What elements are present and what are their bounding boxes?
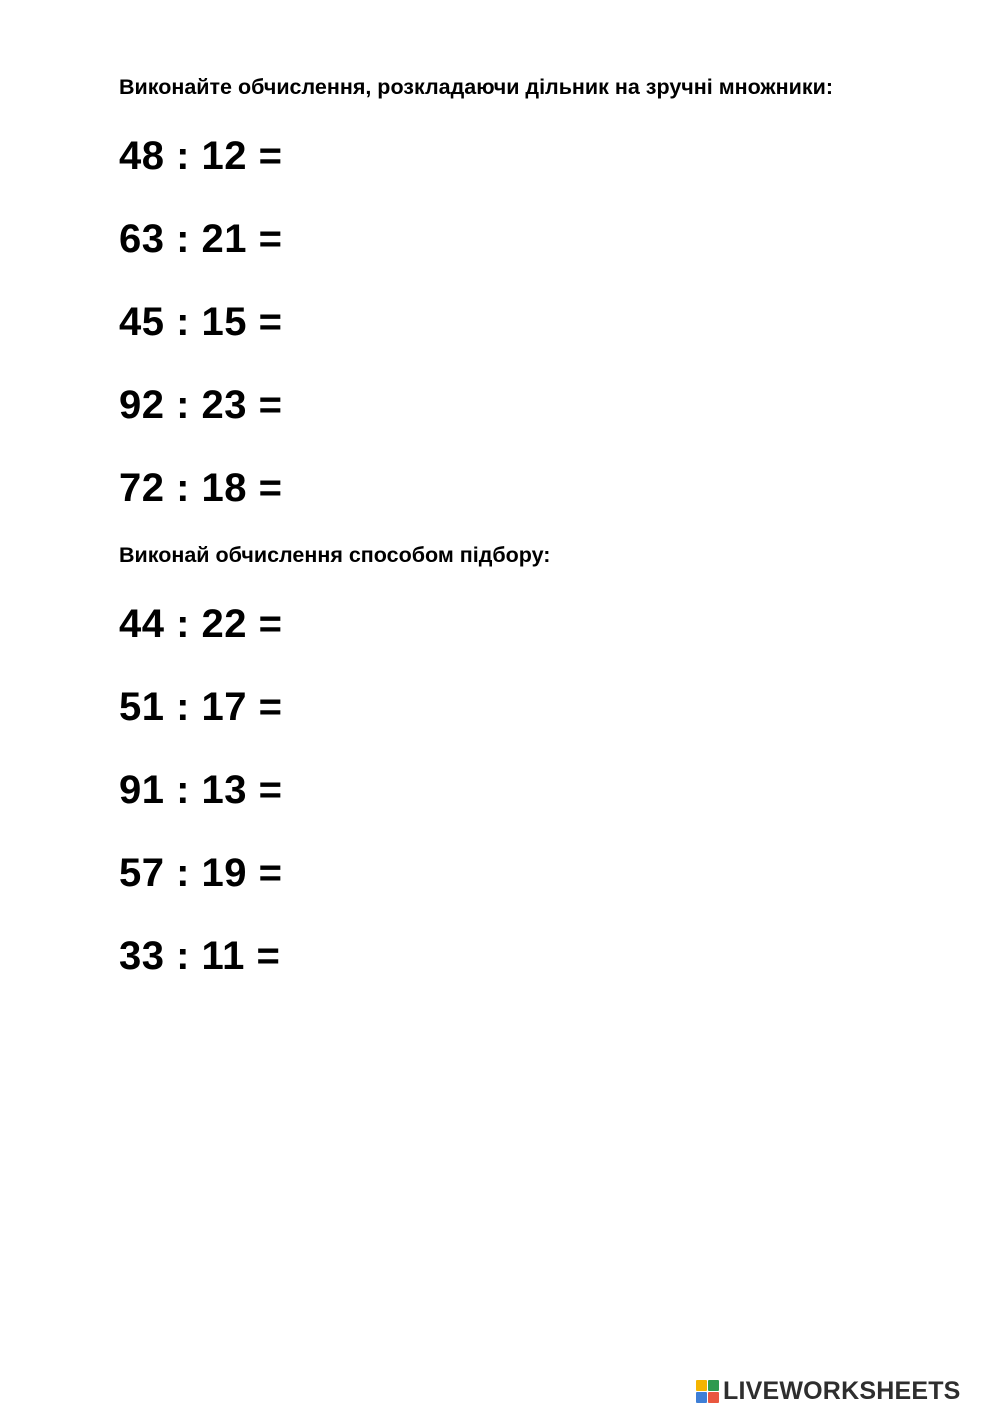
problem-1-5: 72 : 18 =	[119, 466, 283, 510]
problem-2-3: 91 : 13 =	[119, 768, 283, 812]
problem-1-4: 92 : 23 =	[119, 383, 283, 427]
logo-text: LIVEWORKSHEETS	[723, 1377, 961, 1405]
liveworksheets-logo	[696, 1379, 961, 1404]
problem-1-2: 63 : 21 =	[119, 217, 283, 261]
problem-2-1: 44 : 22 =	[119, 602, 283, 646]
problem-2-2: 51 : 17 =	[119, 685, 283, 729]
problem-2-5: 33 : 11 =	[119, 934, 281, 978]
liveworksheets-logo-icon	[696, 1380, 719, 1403]
problem-1-1: 48 : 12 =	[119, 134, 283, 178]
problem-2-4: 57 : 19 =	[119, 851, 283, 895]
logo-block-icon	[696, 1380, 707, 1391]
logo-block-icon	[708, 1392, 719, 1403]
instruction-section-1: Виконайте обчислення, розкладаючи дільник на зручні множники:	[119, 75, 834, 99]
logo-block-icon	[696, 1392, 707, 1403]
instruction-section-2: Виконай обчислення способом підбору:	[119, 543, 551, 567]
problem-1-3: 45 : 15 =	[119, 300, 283, 344]
logo-block-icon	[708, 1380, 719, 1391]
